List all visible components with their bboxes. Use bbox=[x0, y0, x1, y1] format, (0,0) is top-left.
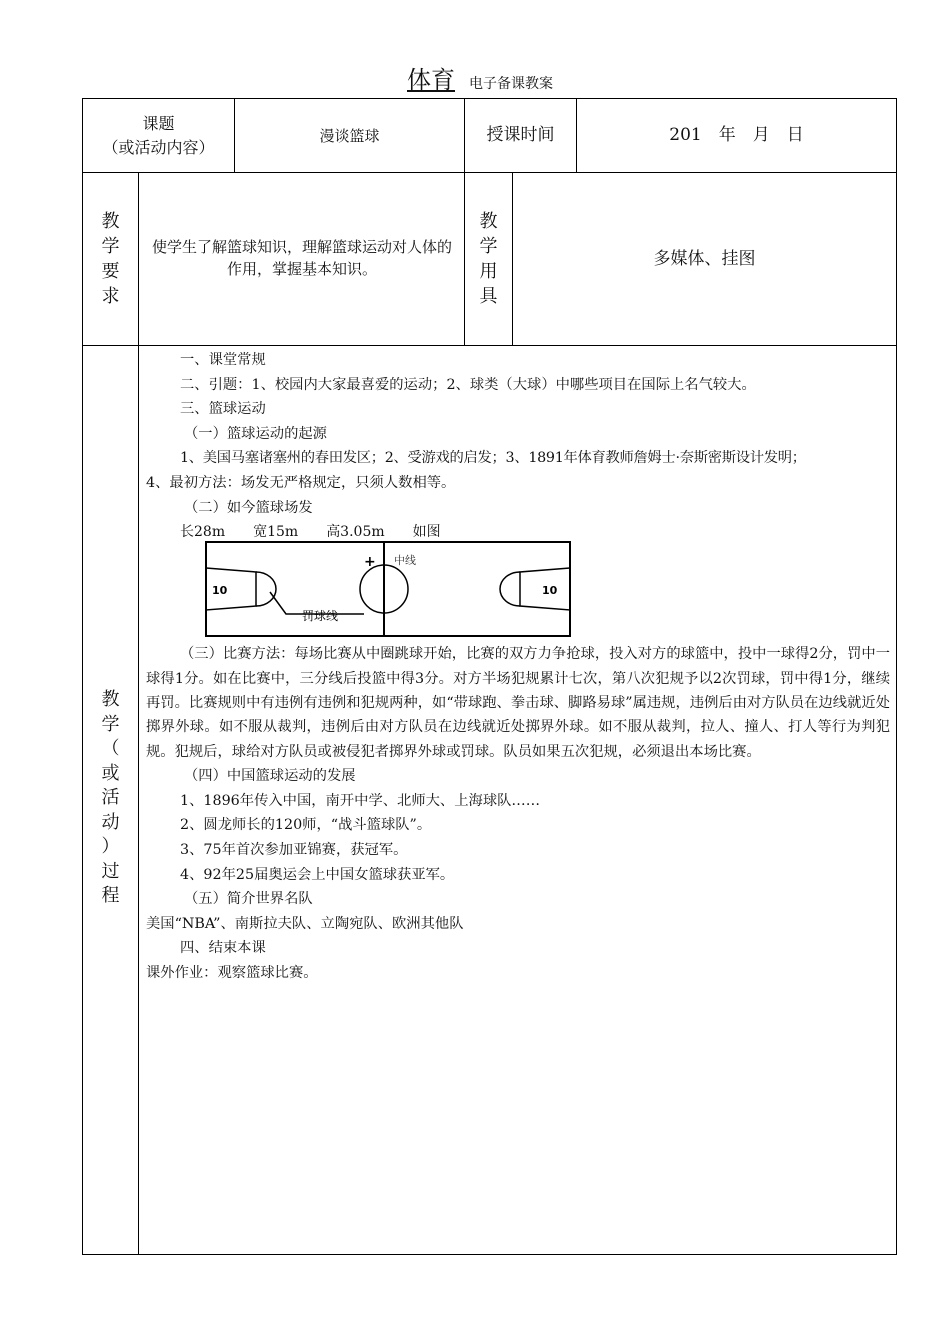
subject-title: 体育 bbox=[407, 66, 455, 94]
basket-right-label: 10 bbox=[542, 584, 558, 598]
center-line-label: 中线 bbox=[394, 554, 416, 568]
requirements-value: 使学生了解篮球知识，理解篮球运动对人体的作用，掌握基本知识。 bbox=[151, 238, 452, 278]
origin-line1: 1、美国马塞诸塞州的春田发区；2、受游戏的启发；3、1891年体育教师詹姆士·奈斯密斯设计发明； bbox=[180, 450, 806, 467]
china-item-3: 3、75年首次参加亚锦赛，获冠军。 bbox=[180, 841, 408, 858]
section-routine: 一、课堂常规 bbox=[180, 352, 266, 368]
tools-label-char: 用 bbox=[479, 261, 498, 282]
topic-label bbox=[83, 112, 234, 160]
tools-label bbox=[465, 209, 512, 309]
center-marker: + bbox=[364, 554, 376, 571]
process-label-char: 学 bbox=[101, 713, 120, 735]
process-label-char: 活 bbox=[101, 787, 120, 808]
tools-label-char: 教 bbox=[479, 211, 498, 232]
dim-width: 宽15m bbox=[253, 524, 299, 541]
free-throw-arc-left bbox=[256, 572, 276, 606]
court-dimensions bbox=[146, 520, 890, 540]
free-throw-label: 罚球线 bbox=[302, 609, 339, 624]
dim-height: 高3.05m bbox=[326, 524, 385, 541]
section-intro: 二、引题：1、校园内大家最喜爱的运动；2、球类（大球）中哪些项目在国际上名气较大。 bbox=[180, 376, 756, 393]
section-basketball: 三、篮球运动 bbox=[180, 401, 266, 418]
process-content bbox=[146, 348, 890, 986]
tools-value: 多媒体、挂图 bbox=[653, 249, 756, 269]
req-label-char: 要 bbox=[101, 261, 120, 282]
topic-label-line2: （或活动内容） bbox=[102, 138, 215, 157]
process-label-char: ） bbox=[101, 836, 120, 857]
topic-value: 漫谈篮球 bbox=[319, 127, 380, 145]
process-label-char: 动 bbox=[101, 811, 120, 833]
time-label: 授课时间 bbox=[486, 125, 555, 145]
free-throw-arc-right bbox=[500, 572, 520, 606]
doc-type-title: 电子备课教案 bbox=[469, 76, 553, 92]
requirements-label bbox=[83, 209, 138, 309]
process-label bbox=[83, 688, 138, 909]
req-label-char: 求 bbox=[101, 286, 120, 307]
document-title bbox=[0, 60, 950, 95]
world-teams-list: 美国“NBA”、南斯拉夫队、立陶宛队、欧洲其他队 bbox=[146, 915, 464, 932]
homework: 课外作业：观察篮球比赛。 bbox=[146, 964, 318, 981]
dim-length: 长28m bbox=[180, 524, 226, 541]
court-diagram bbox=[204, 540, 574, 640]
process-label-char: （ bbox=[101, 738, 120, 759]
req-label-char: 学 bbox=[101, 236, 120, 257]
tools-label-char: 学 bbox=[479, 236, 498, 257]
subsection-china: （四）中国篮球运动的发展 bbox=[184, 768, 356, 785]
topic-label-line1: 课题 bbox=[142, 114, 175, 133]
req-label-char: 教 bbox=[101, 211, 120, 232]
time-value: 201 年 月 日 bbox=[669, 125, 804, 145]
basket-left-label: 10 bbox=[212, 584, 228, 598]
process-label-char: 或 bbox=[101, 762, 120, 784]
subsection-court: （二）如今篮球场发 bbox=[184, 499, 313, 516]
process-label-char: 教 bbox=[101, 689, 120, 710]
section-end: 四、结束本课 bbox=[180, 940, 266, 957]
subsection-origin: （一）篮球运动的起源 bbox=[184, 425, 327, 442]
process-label-char: 过 bbox=[101, 860, 120, 882]
china-item-4: 4、92年25届奥运会上中国女篮球获亚军。 bbox=[180, 866, 455, 883]
china-item-2: 2、圆龙师长的120师，“战斗篮球队”。 bbox=[180, 817, 432, 834]
origin-line2: 4、最初方法：场发无严格规定，只须人数相等。 bbox=[146, 474, 456, 491]
subsection-world-teams: （五）简介世界名队 bbox=[184, 891, 313, 908]
china-item-1: 1、1896年传入中国，南开中学、北师大、上海球队…… bbox=[180, 792, 541, 809]
court-outline bbox=[206, 542, 570, 636]
process-label-char: 程 bbox=[101, 885, 120, 906]
tools-label-char: 具 bbox=[479, 286, 498, 307]
dim-note: 如图 bbox=[412, 524, 441, 541]
rules-paragraph: （三）比赛方法：每场比赛从中圈跳球开始，比赛的双方力争抢球，投入对方的球篮中，投中一球得2分，罚中一球得1分。如在比赛中，三分线后投篮中得3分。对方半场犯规累计七次，第八次犯规予以2次罚球，罚中得1分，继续再罚。比赛规则中有违例有违例和犯规两种，如“带球跑、拳击球、脚路易球”属违规，违例后由对方队员在边线就近处掷界外球。如不服从裁判，违例后由对方队员在边线就近处掷界外球。如不服从裁判，拉人、撞人、打人等行为判犯规。犯规后，球给对方队员或被侵犯者掷界外球或罚球。队员如果五次犯规，必须退出本场比赛。 bbox=[146, 646, 890, 760]
